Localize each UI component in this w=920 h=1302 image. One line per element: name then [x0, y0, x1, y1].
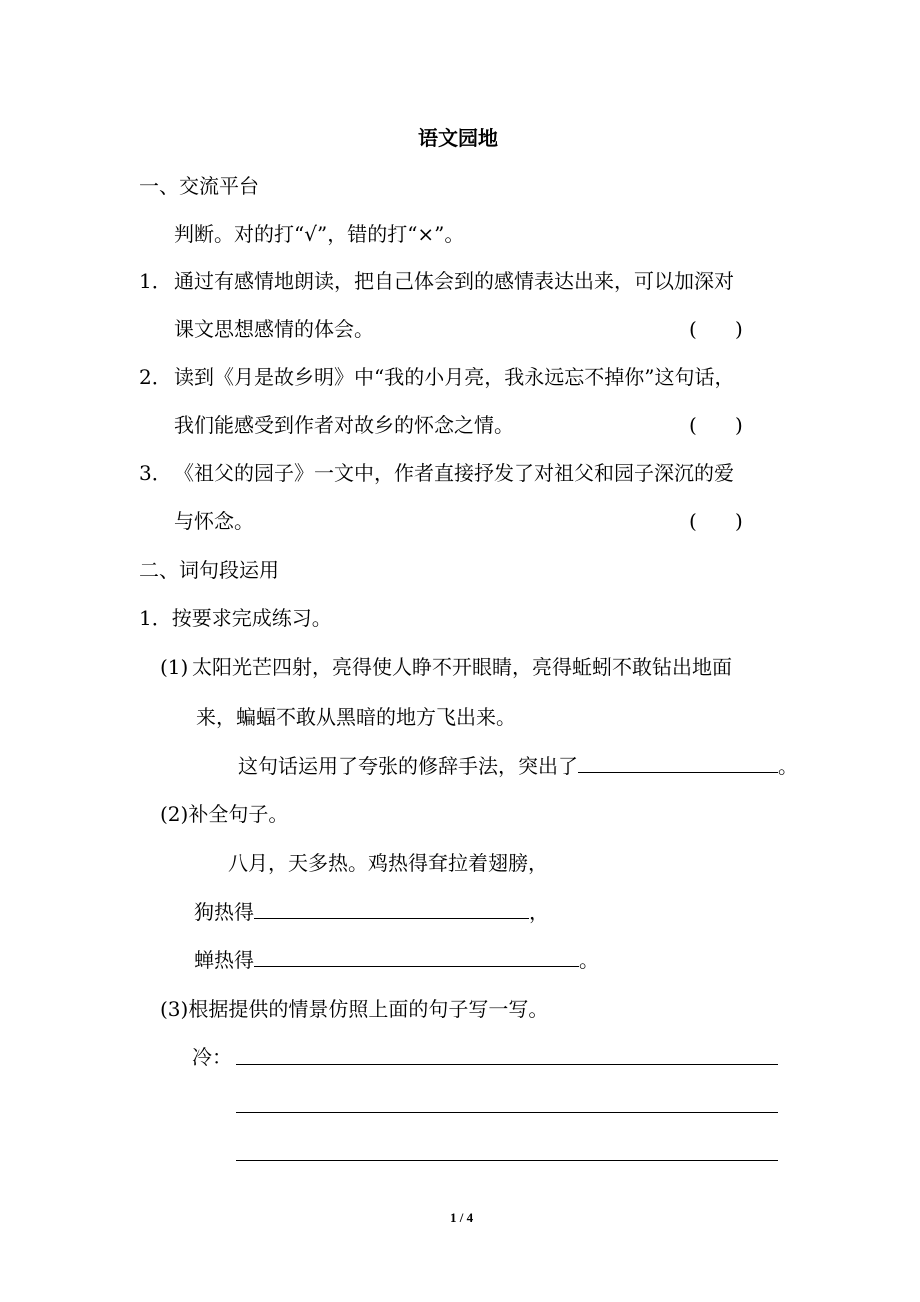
dog-end: ， [529, 900, 549, 924]
fill-in-prompt-text: 这句话运用了夸张的修辞手法，突出了 [238, 754, 578, 778]
question-text: 课文思想感情的体会。 [174, 317, 374, 341]
question-number: 1． [139, 269, 172, 293]
cicada-label: 蝉热得 [194, 948, 254, 972]
answer-blank[interactable] [578, 752, 778, 773]
cold-label: 冷： [192, 1045, 232, 1069]
section1-instruction: 判断。对的打“√”，错的打“×”。 [174, 222, 465, 246]
section2-heading: 二、词句段运用 [139, 558, 279, 582]
question-text: 《祖父的园子》一文中，作者直接抒发了对祖父和园子深沉的爱 [174, 461, 734, 485]
answer-line[interactable] [236, 1160, 778, 1161]
fill-in-prompt [238, 752, 798, 780]
subquestion-label: (3)根据提供的情景仿照上面的句子写一写。 [160, 997, 549, 1021]
answer-line[interactable] [236, 1112, 778, 1113]
answer-parentheses[interactable]: ( ) [689, 317, 743, 341]
question-1-text: 1．按要求完成练习。 [139, 606, 332, 630]
dog-label: 狗热得 [194, 900, 254, 924]
answer-line[interactable] [236, 1064, 778, 1065]
subquestion-label: (1) [160, 655, 189, 679]
section1-heading: 一、交流平台 [139, 174, 259, 198]
passage-text: 来，蝙蝠不敢从黑暗的地方飞出来。 [196, 705, 516, 729]
question-text: 读到《月是故乡明》中“我的小月亮，我永远忘不掉你”这句话， [174, 365, 735, 389]
fill-in-cicada [194, 946, 599, 974]
fill-in-end: 。 [778, 754, 798, 778]
passage-text: 太阳光芒四射，亮得使人睁不开眼睛，亮得蚯蚓不敢钻出地面 [192, 655, 732, 679]
question-text: 我们能感受到作者对故乡的怀念之情。 [174, 413, 514, 437]
answer-blank[interactable] [254, 898, 529, 919]
subquestion-label: (2)补全句子。 [160, 802, 289, 826]
example-sentence: 八月，天多热。鸡热得耷拉着翅膀， [228, 851, 548, 875]
page-title: 语文园地 [418, 126, 498, 150]
answer-blank[interactable] [254, 946, 579, 967]
question-number: 3． [139, 461, 172, 485]
fill-in-dog [194, 898, 549, 926]
question-text: 与怀念。 [174, 509, 254, 533]
question-text: 通过有感情地朗读，把自己体会到的感情表达出来，可以加深对 [174, 269, 734, 293]
cicada-end: 。 [579, 948, 599, 972]
page-number: 1 / 4 [450, 1210, 474, 1225]
answer-parentheses[interactable]: ( ) [689, 509, 743, 533]
question-number: 2． [139, 365, 172, 389]
answer-parentheses[interactable]: ( ) [689, 413, 743, 437]
